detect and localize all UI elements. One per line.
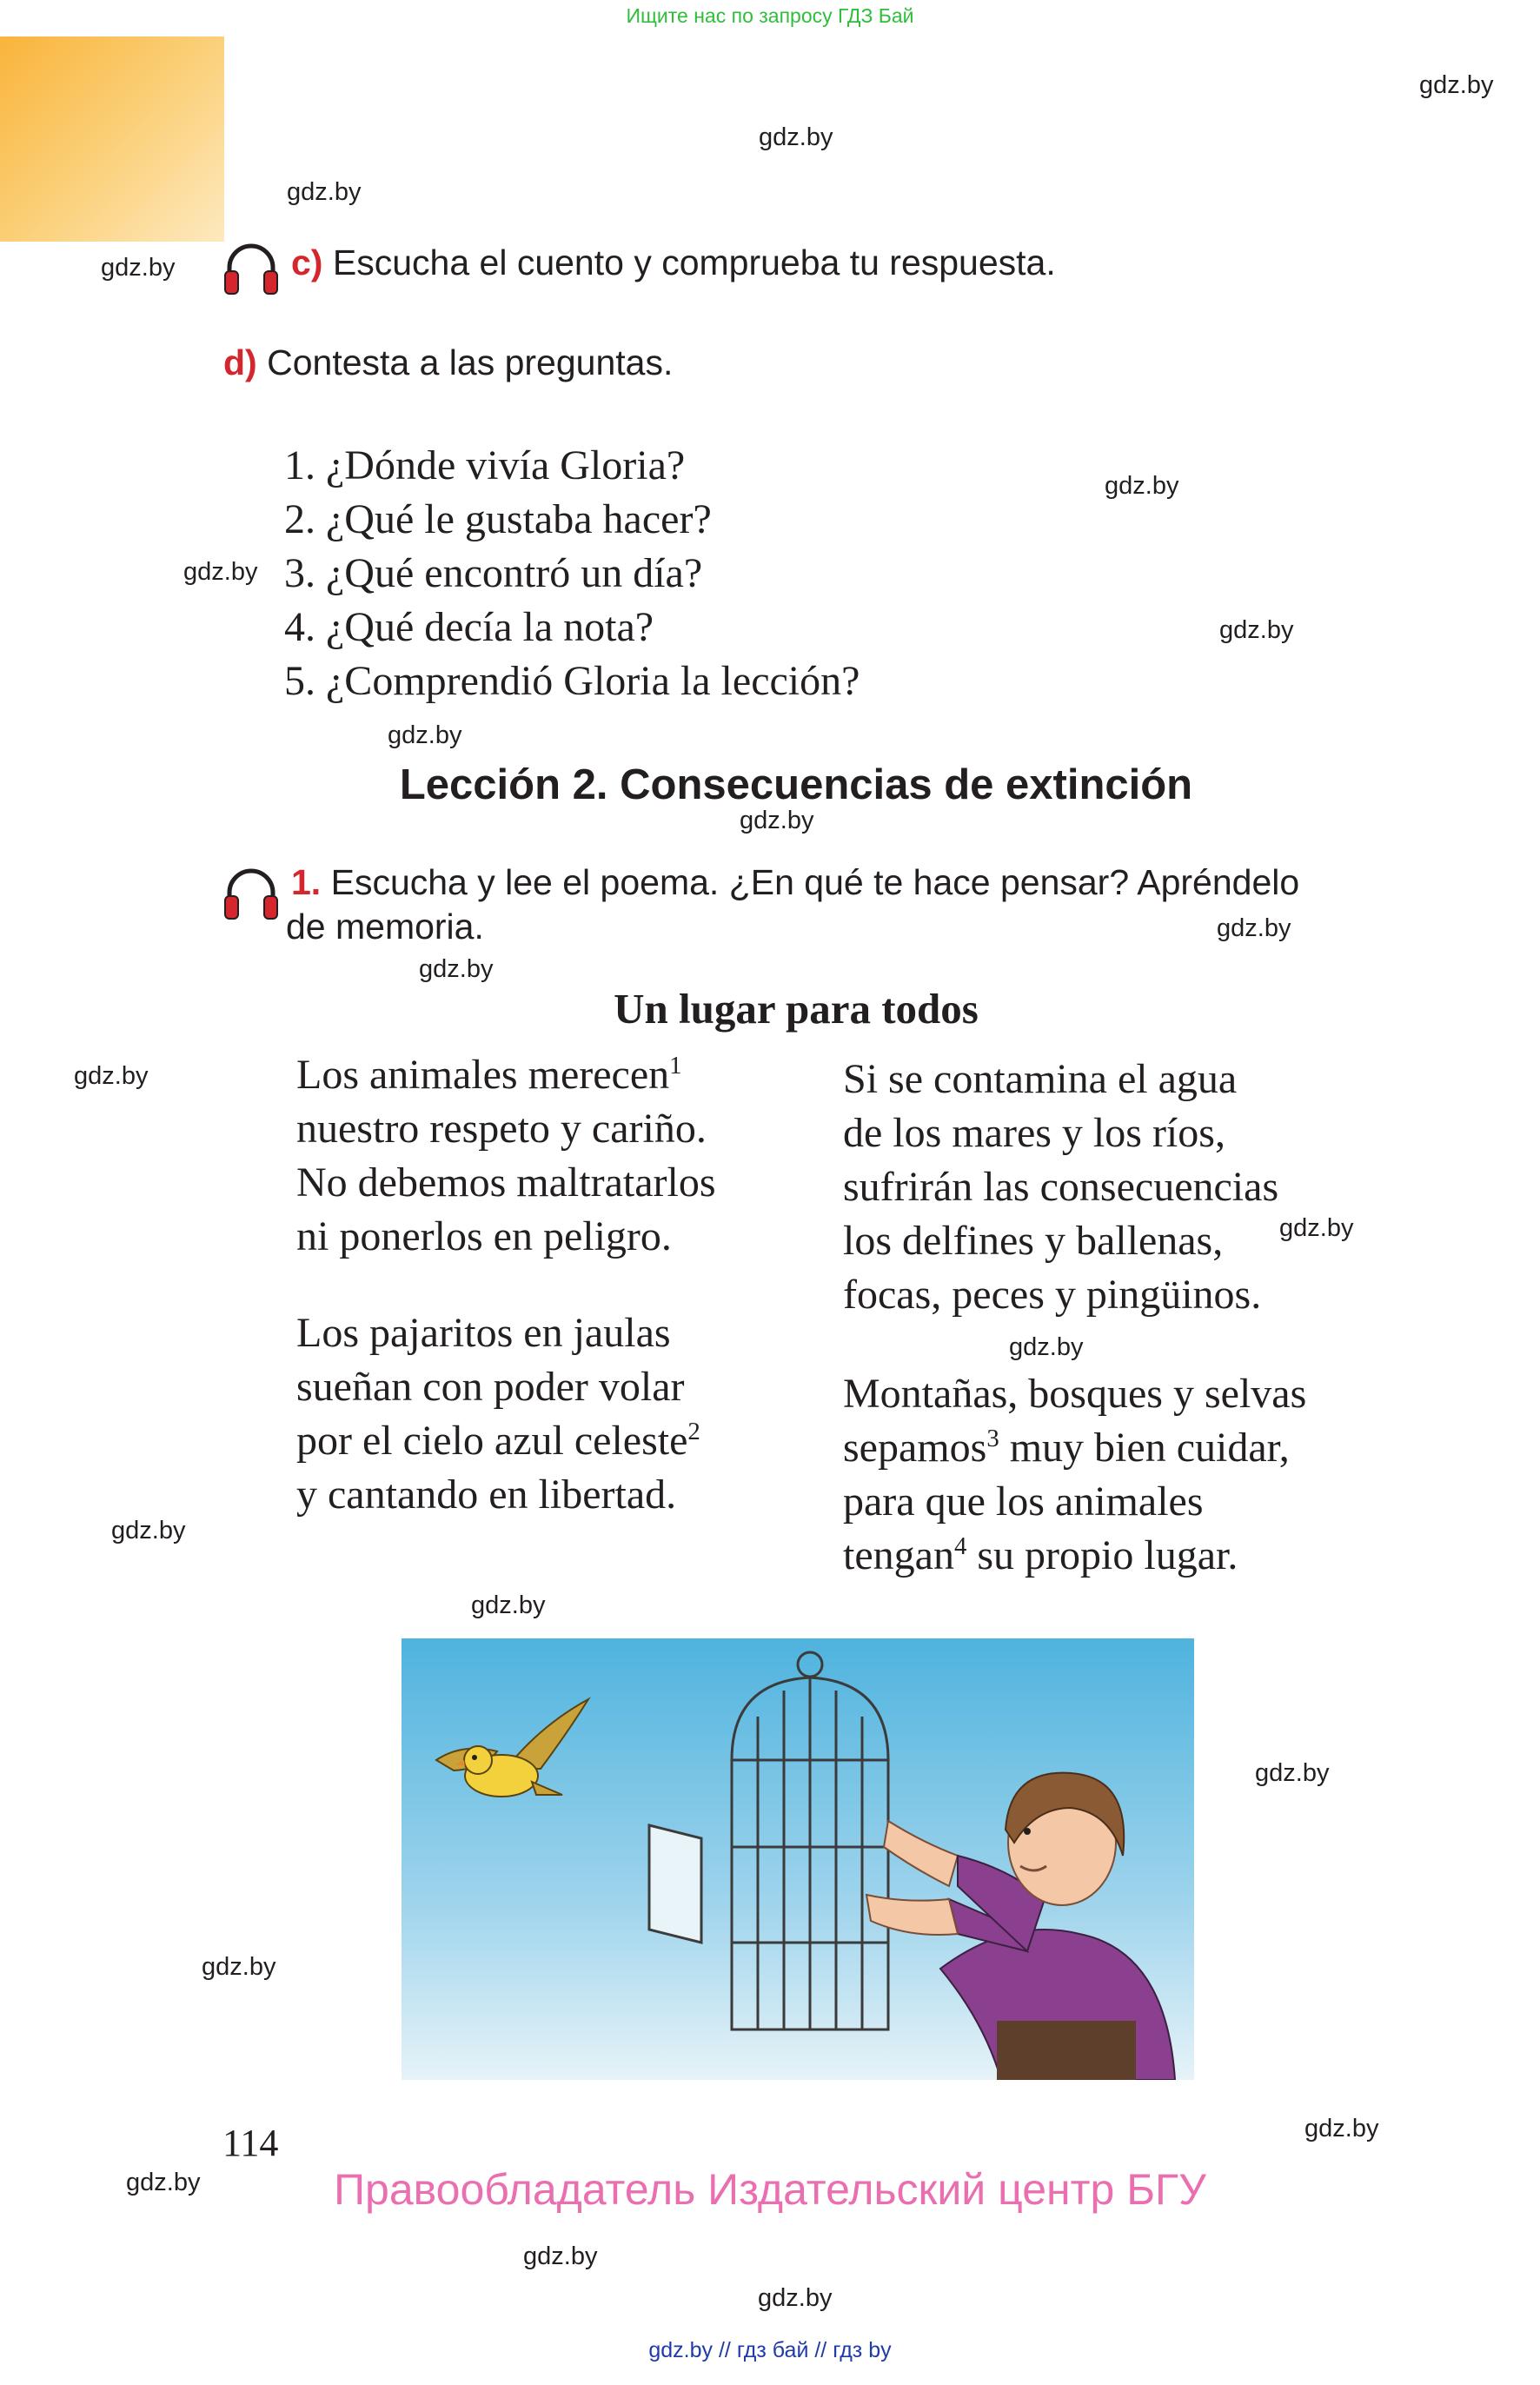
poem-line-text: sepamos bbox=[843, 1425, 987, 1471]
exercise-1-line1 bbox=[291, 862, 1299, 903]
watermark: gdz.by bbox=[523, 2242, 598, 2270]
poem-line: focas, peces y pingüinos. bbox=[843, 1272, 1262, 1318]
watermark: gdz.by bbox=[287, 178, 362, 206]
top-banner: Ищите нас по запросу ГДЗ Бай bbox=[626, 4, 914, 27]
footnote-ref: 4 bbox=[953, 1532, 967, 1560]
poem-line bbox=[843, 1529, 1306, 1583]
poem-stanza-3 bbox=[843, 1053, 1278, 1322]
exercise-d bbox=[223, 342, 673, 383]
watermark: gdz.by bbox=[1304, 2115, 1379, 2143]
poem-line-text: tengan bbox=[843, 1532, 954, 1578]
watermark: gdz.by bbox=[1219, 616, 1294, 644]
question-item: 5. ¿Comprendió Gloria la lección? bbox=[284, 658, 860, 704]
footnote-ref: 2 bbox=[687, 1418, 700, 1445]
question-item: 1. ¿Dónde vivía Gloria? bbox=[284, 442, 686, 488]
copyright-notice: Правообладатель Издательский центр БГУ bbox=[334, 2165, 1206, 2214]
poem-line: los delfines y ballenas, bbox=[843, 1218, 1224, 1264]
watermark: gdz.by bbox=[388, 721, 462, 749]
poem-line bbox=[843, 1421, 1306, 1475]
exercise-c-letter: c) bbox=[291, 242, 323, 282]
footnote-ref: 1 bbox=[669, 1052, 682, 1080]
exercise-d-letter: d) bbox=[223, 342, 257, 382]
question-item: 3. ¿Qué encontró un día? bbox=[284, 550, 703, 596]
poem-line: No debemos maltratarlos bbox=[296, 1159, 716, 1206]
watermark: gdz.by bbox=[74, 1062, 149, 1090]
poem-line: ni ponerlos en peligro. bbox=[296, 1213, 672, 1259]
poem-line-text: su propio lugar. bbox=[966, 1532, 1238, 1578]
watermark: gdz.by bbox=[1419, 71, 1494, 99]
watermark: gdz.by bbox=[1009, 1333, 1084, 1361]
poem-line: Montañas, bosques y selvas bbox=[843, 1371, 1307, 1417]
poem-stanza-2 bbox=[296, 1306, 700, 1522]
watermark: gdz.by bbox=[759, 123, 833, 151]
poem-line: Los pajaritos en jaulas bbox=[296, 1310, 671, 1356]
page-number: 114 bbox=[222, 2122, 279, 2164]
poem-line: sufrirán las consecuencias bbox=[843, 1164, 1279, 1210]
headphones-icon bbox=[222, 242, 280, 296]
poem-line: nuestro respeto y cariño. bbox=[296, 1106, 707, 1152]
lesson-title: Lección 2. Consecuencias de extinción bbox=[399, 761, 1193, 808]
watermark: gdz.by bbox=[111, 1517, 186, 1545]
poem-line bbox=[296, 1414, 700, 1468]
exercise-1-text: Escucha y lee el poema. ¿En qué te hace pensar? Apréndelo bbox=[330, 862, 1300, 902]
question-item: 2. ¿Qué le gustaba hacer? bbox=[284, 496, 712, 542]
question-list bbox=[284, 439, 860, 708]
exercise-1-line2: de memoria. bbox=[286, 907, 484, 947]
watermark: gdz.by bbox=[758, 2284, 833, 2312]
watermark: gdz.by bbox=[202, 1953, 276, 1981]
exercise-1-number: 1. bbox=[291, 862, 322, 902]
footer-links[interactable]: gdz.by // гдз бай // гдз by bbox=[648, 2338, 892, 2362]
exercise-c bbox=[291, 242, 1056, 283]
watermark: gdz.by bbox=[1255, 1759, 1330, 1787]
watermark: gdz.by bbox=[183, 558, 258, 586]
poem-stanza-1 bbox=[296, 1048, 716, 1264]
exercise-d-text: Contesta a las preguntas. bbox=[267, 342, 674, 382]
exercise-c-text: Escucha el cuento y comprueba tu respuesta. bbox=[332, 242, 1056, 282]
watermark: gdz.by bbox=[1217, 914, 1291, 942]
corner-decoration bbox=[0, 37, 224, 242]
poem-line-text: muy bien cuidar, bbox=[999, 1425, 1290, 1471]
poem-line: y cantando en libertad. bbox=[296, 1472, 677, 1518]
poem-line-text: por el cielo azul celeste bbox=[296, 1418, 688, 1464]
watermark: gdz.by bbox=[101, 254, 176, 282]
poem-stanza-4 bbox=[843, 1367, 1306, 1583]
poem-title: Un lugar para todos bbox=[614, 985, 979, 1033]
watermark: gdz.by bbox=[471, 1591, 546, 1619]
watermark: gdz.by bbox=[126, 2169, 201, 2196]
poem-line: para que los animales bbox=[843, 1478, 1204, 1525]
headphones-icon bbox=[222, 867, 280, 920]
watermark: gdz.by bbox=[1105, 472, 1179, 500]
poem-line: Si se contamina el agua bbox=[843, 1056, 1238, 1102]
watermark: gdz.by bbox=[740, 807, 814, 834]
question-item: 4. ¿Qué decía la nota? bbox=[284, 604, 654, 650]
poem-line: de los mares y los ríos, bbox=[843, 1110, 1225, 1156]
watermark: gdz.by bbox=[419, 955, 494, 983]
illustration-bird-cage bbox=[402, 1638, 1194, 2080]
poem-line-text: Los animales merecen bbox=[296, 1052, 670, 1098]
watermark: gdz.by bbox=[1279, 1214, 1354, 1242]
poem-line: sueñan con poder volar bbox=[296, 1364, 685, 1410]
footnote-ref: 3 bbox=[986, 1425, 999, 1452]
poem-line bbox=[296, 1048, 716, 1102]
